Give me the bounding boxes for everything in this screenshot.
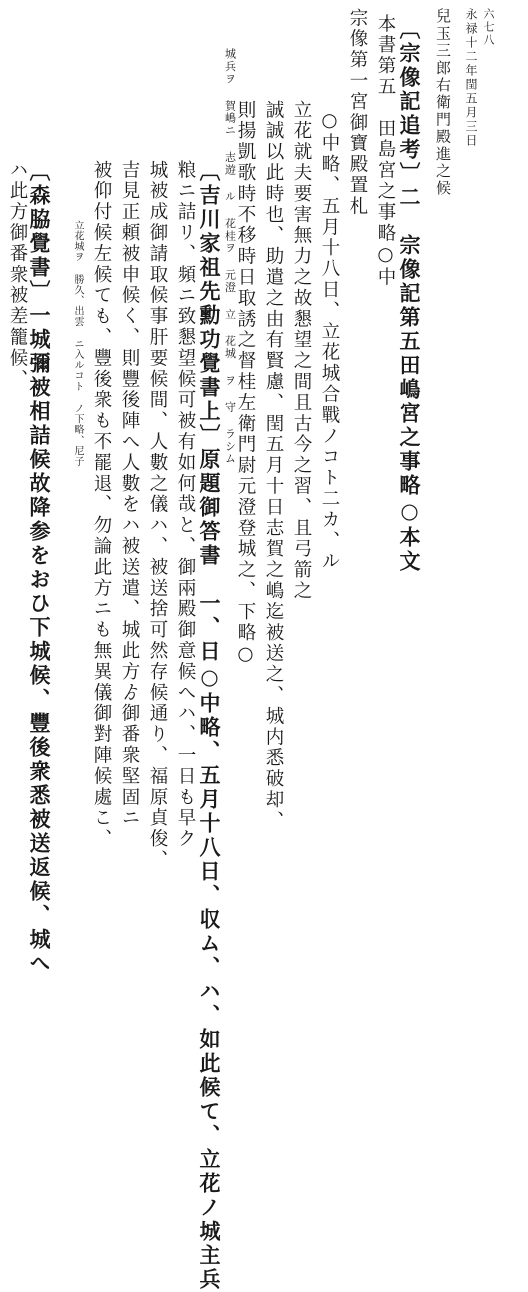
text-column-4: 立花就夫要害無力之故懇望之間且古今之習、且弓箭之 (291, 100, 312, 602)
note-line-3: ニ入ルコト (72, 338, 83, 392)
page-number: 六七八 (482, 8, 495, 47)
heading-moriwaki (24, 160, 54, 976)
text-column-10: 被仰付候左候ても、豐後衆も不罷退、勿論此方ニも無異儀御對陣候處こ、 (91, 160, 112, 850)
annotation-text-3: 志遊 (223, 151, 237, 177)
text-column-2: 宗像第一宮御寶殿置札 (347, 8, 368, 217)
annotation-text-1: 城兵ヲ (223, 48, 237, 86)
annotation-text-11: ラシム (223, 427, 237, 465)
annotation-text-2: 賀嶋ニ (223, 99, 237, 137)
book-title: 〔宗像記追考〕二 宗像記第五田嶋宮之事略○本文 (397, 18, 422, 574)
annotation-text-7: 立 (223, 308, 237, 321)
annotation-text-10: 守 (223, 400, 237, 414)
text-column-1: 本書第五 田島宮之事略○中 (375, 14, 396, 289)
address-line: 兒玉三郎右衛門殿進之候 (434, 8, 452, 198)
note-line-1: 立花城ヲ (72, 220, 83, 263)
text-column-7: 粮ニ詰リ、頻ニ致懇望候可被有如何哉と、御兩殿御意候へハ、一日も早ク (175, 160, 196, 850)
annotation-block-1 (224, 48, 236, 465)
book-title-moriwaki: 〔森脇覺書〕一城彌被相詰候故降参をおひ下城候、豐後衆悉被送返候、城へ (27, 160, 52, 976)
text-column-3: ○中略、五月十八日、立花城合戰ノコト二カ、ル (319, 110, 340, 573)
note-line-4: ノ下略、尼子 (72, 403, 83, 467)
annotation-text-9: ヲ (223, 374, 237, 387)
heading-sokozenki (394, 18, 424, 574)
text-column-6: 則揚凱歌時不移時日取誘之督桂左衛門尉元澄登城之、下略○ (235, 100, 256, 667)
note-block (72, 220, 83, 467)
annotation-text-5: 花桂ヲ (223, 217, 237, 255)
text-column-11: ハ此方御番衆被差籠候、 (7, 160, 28, 390)
text-column-5: 誠誠以此時也、助遣之由有賢慮、閏五月十日志賀之嶋迄被送之、城内悉破却、 (263, 100, 284, 832)
annotation-text-6: 元澄 (223, 268, 237, 294)
date-line: 永禄十二年閏五月三日 (464, 8, 478, 148)
annotation-text-4: ル (223, 190, 237, 203)
note-line-2: 勝久、出雲 (72, 274, 83, 328)
text-column-8: 城被成御請取候事肝要候間、人數之儀ハ、被送捨可然存候通り、福原貞俊、 (147, 160, 168, 871)
heading-kikkawa (194, 160, 224, 1292)
text-column-9: 吉見正頼被申候く、則豐後陣へ人數をハ被送遣、城此方ゟ御番衆堅固ニ (119, 160, 140, 829)
annotation-text-8: 花城 (223, 334, 237, 360)
book-title-kikkawa: 〔吉川家祖先勳功覺書上〕原題御答書 一、日○中略、五月十八日、収ム、ハ、如此候て、立花ノ城主兵 (197, 160, 222, 1292)
